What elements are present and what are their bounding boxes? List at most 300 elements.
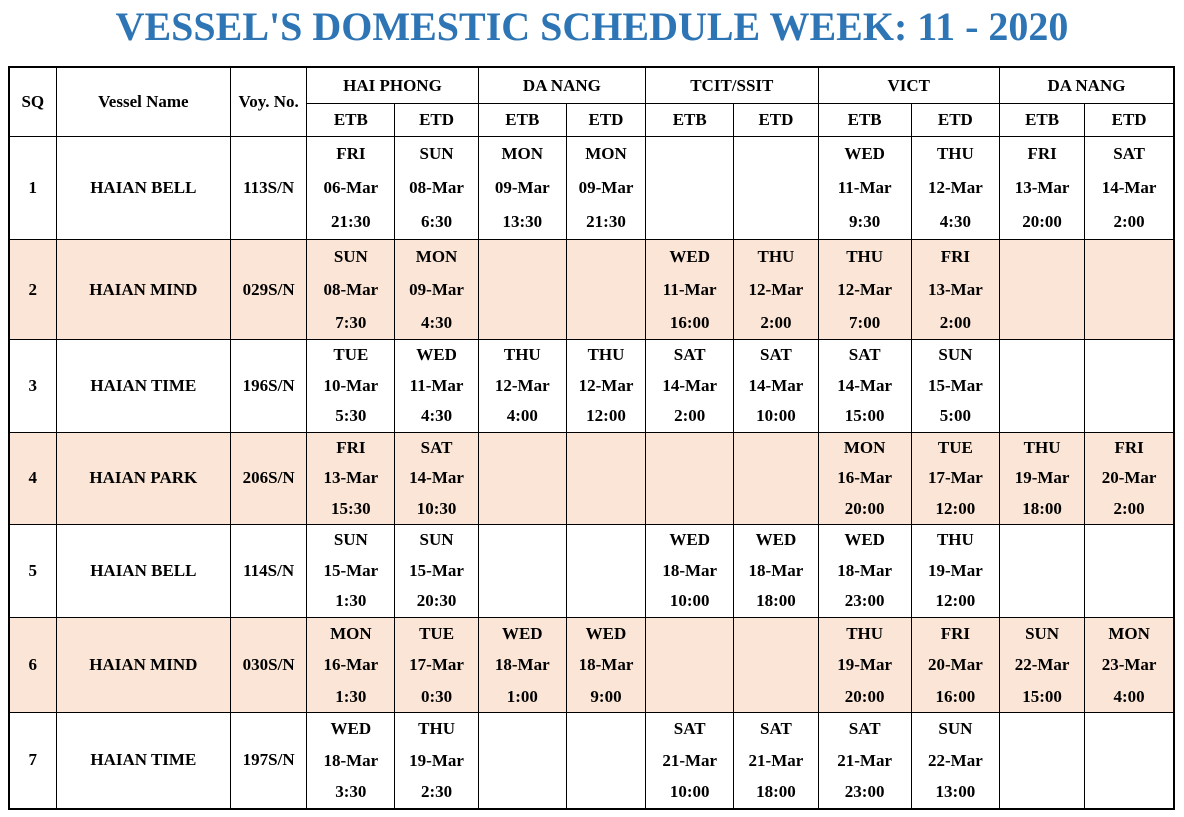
schedule-cell: [734, 432, 818, 525]
vessel-name: HAIAN BELL: [56, 137, 230, 240]
schedule-date: 12-Mar: [837, 280, 893, 299]
schedule-cell: [734, 617, 818, 713]
schedule-time: 18:00: [1022, 498, 1062, 518]
schedule-date: [1000, 273, 1084, 306]
schedule-day: [1085, 240, 1173, 273]
schedule-cell: [818, 525, 911, 618]
schedule-day: THU: [587, 345, 625, 364]
schedule-cell: [911, 617, 999, 713]
schedule-cell: [646, 713, 734, 809]
schedule-cell: [734, 713, 818, 809]
schedule-time: 4:00: [1113, 686, 1145, 706]
schedule-time: 2:00: [1113, 212, 1145, 231]
header-etb: ETB: [999, 104, 1084, 137]
schedule-day: [1000, 240, 1084, 273]
voyage-number: 113S/N: [231, 137, 307, 240]
schedule-day: [734, 433, 817, 464]
schedule-date: 19-Mar: [409, 750, 464, 770]
schedule-time: 10:30: [416, 498, 457, 518]
schedule-day: MON: [415, 247, 458, 266]
schedule-cell: [646, 137, 734, 240]
header-etd: ETD: [734, 104, 818, 137]
header-port-vict: VICT: [818, 67, 999, 104]
header-port-tcit-ssit: TCIT/SSIT: [646, 67, 818, 104]
schedule-date: 19-Mar: [927, 560, 983, 580]
schedule-cell: [307, 617, 395, 713]
schedule-cell: [395, 617, 478, 713]
schedule-day: [567, 240, 645, 273]
schedule-date: [1000, 556, 1084, 587]
schedule-time: [646, 494, 733, 525]
schedule-date: 11-Mar: [837, 178, 892, 197]
schedule-date: 18-Mar: [748, 560, 804, 580]
header-etd: ETD: [1085, 104, 1174, 137]
schedule-date: 16-Mar: [837, 468, 893, 487]
schedule-time: 4:00: [506, 406, 538, 425]
schedule-date: 08-Mar: [409, 178, 464, 197]
schedule-day: FRI: [336, 144, 366, 163]
schedule-date: 11-Mar: [662, 280, 717, 299]
schedule-cell: [911, 713, 999, 809]
schedule-time: 13:00: [935, 782, 976, 801]
schedule-time: 7:30: [335, 313, 367, 332]
schedule-date: 17-Mar: [409, 655, 464, 674]
schedule-date: [567, 556, 645, 587]
schedule-date: 18-Mar: [494, 655, 550, 674]
schedule-day: [479, 240, 566, 273]
schedule-time: 20:30: [416, 591, 457, 610]
row-sq: 3: [9, 340, 56, 433]
schedule-date: [646, 463, 733, 494]
schedule-time: 10:00: [669, 591, 710, 610]
schedule-day: [734, 618, 817, 650]
schedule-table: [8, 66, 1175, 810]
schedule-cell: [478, 617, 566, 713]
header-port-da-nang-2: DA NANG: [999, 67, 1174, 104]
schedule-cell: [478, 340, 566, 433]
schedule-time: [1085, 306, 1173, 339]
schedule-date: 19-Mar: [837, 655, 893, 674]
page-title: VESSEL'S DOMESTIC SCHEDULE WEEK: 11 - 2020: [115, 4, 1069, 49]
header-vessel-name: Vessel Name: [56, 67, 230, 137]
schedule-day: THU: [846, 247, 884, 266]
schedule-date: 22-Mar: [927, 750, 983, 770]
schedule-time: 10:00: [669, 782, 710, 801]
vessel-name: HAIAN MIND: [56, 617, 230, 713]
schedule-cell: [1085, 713, 1174, 809]
schedule-cell: [999, 525, 1084, 618]
schedule-day: WED: [844, 144, 885, 163]
schedule-time: [567, 306, 645, 339]
schedule-date: 12-Mar: [748, 280, 804, 299]
header-etb: ETB: [307, 104, 395, 137]
schedule-date: 09-Mar: [578, 178, 634, 197]
schedule-time: 2:00: [760, 313, 792, 332]
table-row: [9, 137, 1174, 240]
header-etd: ETD: [566, 104, 645, 137]
voyage-number: 114S/N: [231, 525, 307, 618]
schedule-time: [1000, 776, 1084, 808]
schedule-day: TUE: [333, 345, 369, 364]
vessel-name: HAIAN MIND: [56, 240, 230, 340]
schedule-cell: [734, 137, 818, 240]
schedule-cell: [646, 525, 734, 618]
schedule-day: [567, 433, 645, 464]
row-sq: 7: [9, 713, 56, 809]
schedule-date: 13-Mar: [927, 280, 983, 299]
schedule-time: 13:30: [502, 212, 543, 231]
schedule-day: THU: [1023, 437, 1061, 457]
schedule-cell: [646, 432, 734, 525]
schedule-cell: [566, 340, 645, 433]
schedule-day: WED: [416, 345, 457, 364]
schedule-cell: [566, 525, 645, 618]
schedule-date: 21-Mar: [837, 750, 893, 770]
schedule-date: [1085, 556, 1173, 587]
schedule-cell: [646, 617, 734, 713]
voyage-number: 197S/N: [231, 713, 307, 809]
schedule-time: [1085, 401, 1173, 432]
schedule-cell: [1085, 525, 1174, 618]
schedule-time: 7:00: [849, 313, 881, 332]
schedule-cell: [911, 432, 999, 525]
schedule-date: [734, 463, 817, 494]
schedule-day: SAT: [848, 345, 881, 364]
schedule-time: 15:30: [331, 498, 371, 518]
schedule-date: 12-Mar: [578, 375, 634, 395]
schedule-time: [1085, 776, 1173, 808]
schedule-day: THU: [503, 345, 541, 364]
schedule-time: 2:00: [1113, 498, 1145, 518]
schedule-day: SUN: [333, 530, 368, 549]
schedule-day: SUN: [938, 719, 973, 738]
schedule-day: SAT: [848, 719, 881, 738]
schedule-date: 15-Mar: [409, 560, 464, 580]
header-voy-no: Voy. No.: [231, 67, 307, 137]
schedule-time: [1085, 586, 1173, 617]
schedule-cell: [818, 340, 911, 433]
schedule-cell: [395, 432, 478, 525]
schedule-cell: [818, 432, 911, 525]
schedule-time: 21:30: [586, 212, 626, 231]
schedule-time: [1000, 306, 1084, 339]
schedule-time: 2:30: [420, 782, 453, 801]
schedule-time: 15:00: [844, 406, 885, 425]
schedule-day: WED: [844, 530, 885, 549]
schedule-cell: [999, 340, 1084, 433]
row-sq: 4: [9, 432, 56, 525]
schedule-time: 20:00: [1022, 212, 1062, 231]
voyage-number: 029S/N: [231, 240, 307, 340]
schedule-day: WED: [330, 719, 372, 738]
schedule-time: [646, 681, 733, 713]
vessel-name: HAIAN TIME: [56, 713, 230, 809]
vessel-name: HAIAN TIME: [56, 340, 230, 433]
schedule-time: 9:30: [849, 212, 881, 231]
schedule-day: THU: [846, 623, 884, 643]
schedule-day: FRI: [336, 437, 366, 457]
schedule-day: THU: [936, 530, 974, 549]
schedule-cell: [1085, 432, 1174, 525]
schedule-time: 4:30: [939, 212, 971, 231]
schedule-day: [646, 433, 733, 464]
schedule-day: [734, 137, 817, 171]
schedule-time: [646, 205, 733, 239]
header-etb: ETB: [478, 104, 566, 137]
schedule-day: SUN: [419, 530, 454, 549]
schedule-cell: [1085, 240, 1174, 340]
schedule-day: THU: [936, 144, 974, 163]
table-row: [9, 525, 1174, 618]
table-row: [9, 713, 1174, 809]
voyage-number: 030S/N: [231, 617, 307, 713]
schedule-date: 14-Mar: [409, 468, 464, 487]
schedule-date: [479, 463, 566, 494]
schedule-date: [567, 273, 645, 306]
schedule-cell: [395, 137, 478, 240]
schedule-time: 0:30: [420, 686, 453, 706]
schedule-time: [734, 681, 817, 713]
schedule-day: TUE: [937, 437, 973, 457]
schedule-time: 21:30: [331, 212, 371, 231]
schedule-day: SUN: [938, 345, 973, 364]
schedule-day: SAT: [760, 345, 792, 364]
header-etd: ETD: [911, 104, 999, 137]
header-port-hai-phong: HAI PHONG: [307, 67, 478, 104]
schedule-time: [479, 586, 566, 617]
schedule-day: [1000, 713, 1084, 745]
schedule-day: SUN: [419, 144, 454, 163]
schedule-date: [567, 745, 645, 777]
schedule-date: 18-Mar: [323, 750, 379, 770]
schedule-time: 18:00: [756, 591, 796, 610]
schedule-cell: [566, 432, 645, 525]
schedule-date: 08-Mar: [323, 280, 379, 299]
schedule-date: 18-Mar: [662, 560, 718, 580]
schedule-day: SAT: [420, 437, 453, 457]
schedule-date: 14-Mar: [748, 375, 804, 395]
schedule-date: 14-Mar: [1101, 178, 1157, 197]
row-sq: 6: [9, 617, 56, 713]
schedule-date: 18-Mar: [837, 560, 893, 580]
schedule-time: 12:00: [586, 406, 626, 425]
schedule-day: WED: [669, 247, 711, 266]
schedule-cell: [911, 340, 999, 433]
schedule-time: 10:00: [756, 406, 796, 425]
schedule-cell: [566, 617, 645, 713]
schedule-day: FRI: [1027, 144, 1057, 163]
vessel-name: HAIAN BELL: [56, 525, 230, 618]
schedule-date: 15-Mar: [323, 560, 379, 580]
schedule-time: [567, 776, 645, 808]
schedule-date: 15-Mar: [927, 375, 983, 395]
row-sq: 5: [9, 525, 56, 618]
schedule-date: [567, 463, 645, 494]
schedule-time: [567, 494, 645, 525]
schedule-cell: [478, 525, 566, 618]
schedule-time: 3:30: [335, 782, 367, 801]
schedule-date: [479, 745, 566, 777]
schedule-time: 5:30: [335, 406, 367, 425]
schedule-day: [1000, 340, 1084, 371]
schedule-cell: [734, 525, 818, 618]
schedule-cell: [818, 240, 911, 340]
schedule-day: MON: [843, 437, 886, 457]
schedule-day: SAT: [673, 345, 706, 364]
schedule-day: TUE: [419, 623, 455, 643]
schedule-cell: [478, 240, 566, 340]
schedule-date: 09-Mar: [409, 280, 464, 299]
schedule-time: [1000, 401, 1084, 432]
schedule-day: FRI: [1114, 437, 1144, 457]
schedule-date: 10-Mar: [323, 375, 379, 395]
schedule-time: 16:00: [935, 686, 976, 706]
schedule-day: WED: [501, 623, 543, 643]
schedule-time: [479, 306, 566, 339]
schedule-day: SUN: [1025, 623, 1060, 643]
schedule-date: [1085, 273, 1173, 306]
schedule-date: 22-Mar: [1014, 655, 1070, 674]
schedule-day: WED: [755, 530, 797, 549]
schedule-cell: [818, 713, 911, 809]
schedule-cell: [307, 713, 395, 809]
schedule-day: WED: [585, 623, 627, 643]
schedule-day: [1085, 525, 1173, 556]
schedule-cell: [999, 432, 1084, 525]
schedule-day: [479, 433, 566, 464]
schedule-date: 12-Mar: [494, 375, 550, 395]
schedule-time: [1000, 586, 1084, 617]
schedule-time: [734, 205, 817, 239]
schedule-date: 21-Mar: [662, 750, 718, 770]
schedule-time: 2:00: [674, 406, 706, 425]
schedule-date: 20-Mar: [927, 655, 983, 674]
schedule-time: [567, 586, 645, 617]
schedule-time: 1:30: [335, 591, 367, 610]
schedule-date: [734, 171, 817, 205]
schedule-cell: [818, 617, 911, 713]
header-etd: ETD: [395, 104, 478, 137]
schedule-date: 13-Mar: [323, 468, 379, 487]
schedule-cell: [734, 340, 818, 433]
schedule-cell: [911, 525, 999, 618]
schedule-cell: [307, 240, 395, 340]
schedule-day: MON: [330, 623, 372, 643]
schedule-time: 20:00: [844, 686, 885, 706]
schedule-body: [9, 137, 1174, 809]
schedule-date: 21-Mar: [748, 750, 804, 770]
schedule-date: [1085, 745, 1173, 777]
schedule-cell: [307, 432, 395, 525]
schedule-day: THU: [418, 719, 455, 738]
schedule-date: [646, 171, 733, 205]
schedule-time: [479, 494, 566, 525]
schedule-day: [479, 713, 566, 745]
row-sq: 2: [9, 240, 56, 340]
schedule-date: 14-Mar: [837, 375, 893, 395]
schedule-time: 1:30: [335, 686, 367, 706]
schedule-day: MON: [501, 144, 544, 163]
header-sq: SQ: [9, 67, 56, 137]
header-etb: ETB: [818, 104, 911, 137]
schedule-date: [646, 649, 733, 681]
schedule-day: [479, 525, 566, 556]
schedule-time: 18:00: [756, 782, 796, 801]
schedule-time: 4:30: [420, 313, 453, 332]
schedule-time: 15:00: [1022, 686, 1062, 706]
schedule-date: 17-Mar: [927, 468, 983, 487]
schedule-time: 20:00: [844, 498, 885, 518]
schedule-time: [479, 776, 566, 808]
schedule-cell: [911, 137, 999, 240]
schedule-cell: [566, 240, 645, 340]
schedule-day: [646, 137, 733, 171]
schedule-cell: [478, 432, 566, 525]
schedule-cell: [307, 137, 395, 240]
schedule-date: 18-Mar: [578, 655, 634, 674]
schedule-day: [567, 713, 645, 745]
schedule-day: [646, 618, 733, 650]
schedule-cell: [646, 340, 734, 433]
schedule-cell: [566, 713, 645, 809]
schedule-cell: [818, 137, 911, 240]
schedule-date: 09-Mar: [494, 178, 550, 197]
schedule-date: 14-Mar: [662, 375, 718, 395]
schedule-cell: [395, 525, 478, 618]
schedule-cell: [395, 240, 478, 340]
row-sq: 1: [9, 137, 56, 240]
table-row: [9, 617, 1174, 713]
schedule-cell: [1085, 617, 1174, 713]
vessel-name: HAIAN PARK: [56, 432, 230, 525]
schedule-day: FRI: [940, 623, 970, 643]
voyage-number: 206S/N: [231, 432, 307, 525]
schedule-time: 4:30: [420, 406, 453, 425]
schedule-day: [1000, 525, 1084, 556]
schedule-date: [479, 556, 566, 587]
schedule-cell: [734, 240, 818, 340]
schedule-cell: [999, 137, 1084, 240]
schedule-cell: [1085, 340, 1174, 433]
schedule-day: SAT: [1113, 144, 1145, 163]
schedule-cell: [999, 617, 1084, 713]
schedule-time: 16:00: [669, 313, 710, 332]
schedule-date: 20-Mar: [1101, 468, 1157, 487]
schedule-time: 12:00: [935, 498, 976, 518]
schedule-cell: [566, 137, 645, 240]
schedule-date: [1000, 371, 1084, 402]
schedule-time: 2:00: [939, 313, 971, 332]
table-row: [9, 240, 1174, 340]
voyage-number: 196S/N: [231, 340, 307, 433]
schedule-date: 11-Mar: [409, 375, 464, 395]
schedule-time: 12:00: [935, 591, 976, 610]
schedule-cell: [999, 713, 1084, 809]
schedule-time: 1:00: [506, 686, 538, 706]
schedule-cell: [911, 240, 999, 340]
schedule-date: 06-Mar: [323, 178, 379, 197]
header-row-ports: [9, 67, 1174, 104]
schedule-time: 23:00: [844, 782, 885, 801]
schedule-day: SAT: [760, 719, 792, 738]
schedule-day: MON: [1108, 623, 1150, 643]
schedule-date: 12-Mar: [927, 178, 983, 197]
schedule-cell: [478, 713, 566, 809]
schedule-time: [734, 494, 817, 525]
header-port-da-nang: DA NANG: [478, 67, 645, 104]
schedule-day: WED: [669, 530, 711, 549]
schedule-cell: [646, 240, 734, 340]
